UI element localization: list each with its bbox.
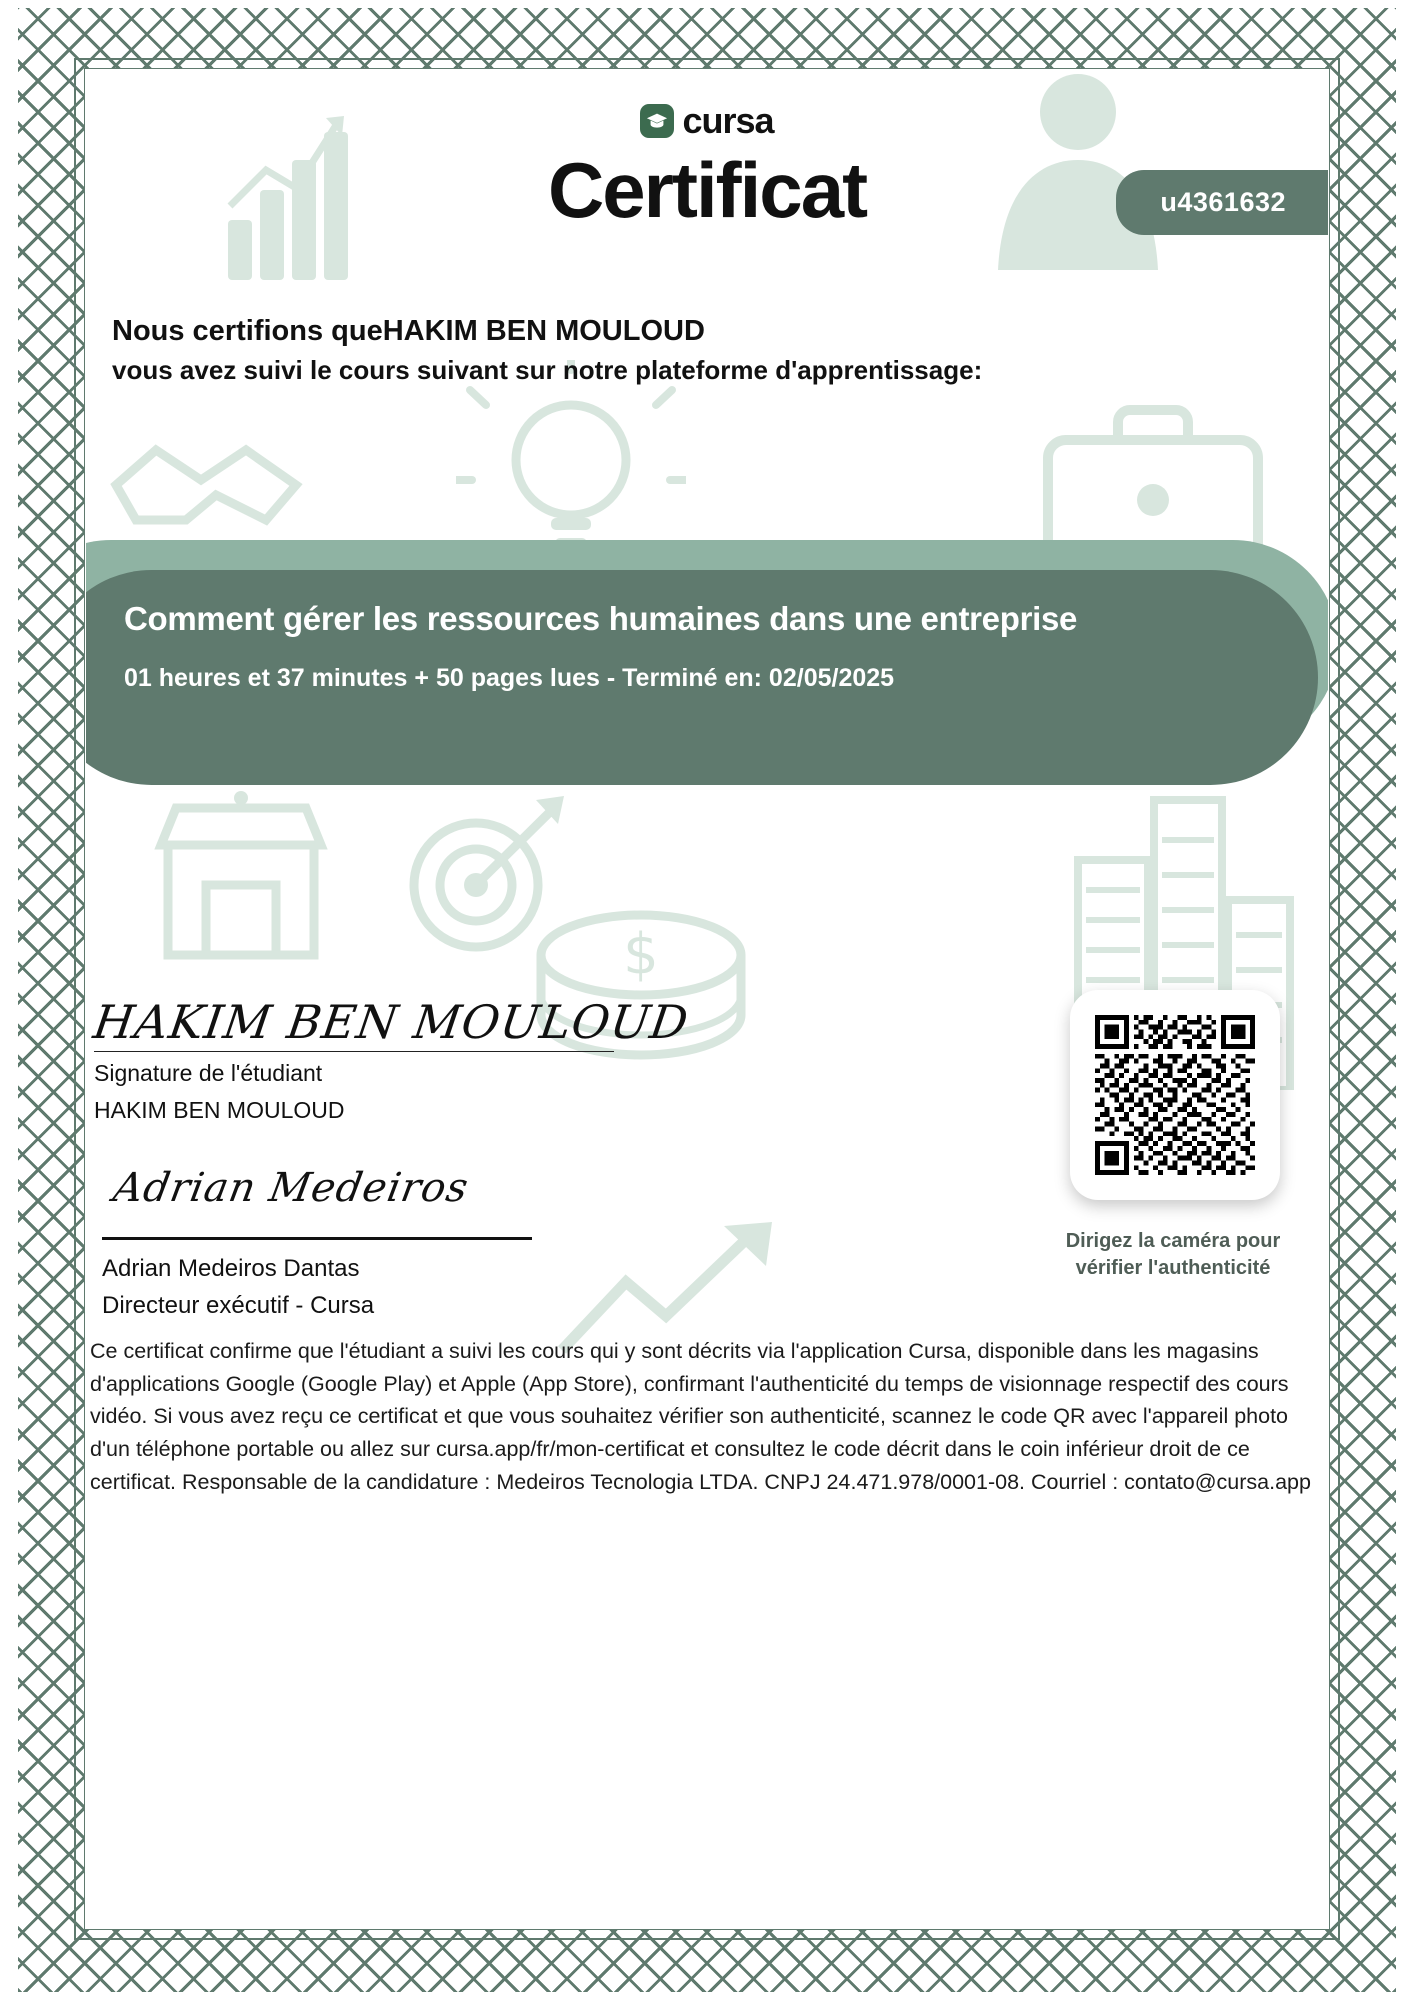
qr-code-card[interactable] (1070, 990, 1280, 1200)
svg-text:$: $ (623, 922, 659, 987)
director-signature-script: Adrian Medeiros (109, 1165, 473, 1211)
certificate-content (86, 70, 1328, 1928)
qr-caption-line-1: Dirigez la caméra pour (1065, 1230, 1281, 1252)
director-name: Adrian Medeiros Dantas (102, 1255, 360, 1282)
student-signature-name: HAKIM BEN MOULOUD (94, 1097, 345, 1124)
director-role: Directeur exécutif - Cursa (102, 1291, 375, 1319)
qr-code-icon[interactable] (1095, 1015, 1255, 1175)
page-title: Certificat (547, 146, 867, 234)
course-name: Comment gérer les ressources humaines dans une entreprise (124, 600, 1078, 637)
graduation-cap-icon (640, 104, 674, 138)
certify-prefix: Nous certifions que (112, 315, 383, 347)
handshake-doodle-icon (106, 425, 306, 545)
certify-block (112, 315, 1302, 386)
certify-line-2: vous avez suivi le cours suivant sur notre plateforme d'apprentissage: (112, 355, 983, 385)
director-signature-block (94, 1165, 734, 1324)
certify-line-1 (112, 315, 1302, 348)
student-signature-block (90, 995, 734, 1126)
qr-caption-line-2: vérifier l'authenticité (1075, 1257, 1271, 1279)
target-doodle-icon (396, 790, 566, 960)
student-signature-role: Signature de l'étudiant (94, 1060, 323, 1086)
shop-doodle-icon (146, 790, 336, 970)
legal-text: Ce certificat confirme que l'étudiant a suivi les cours qui y sont décrits via l'application Cursa, disponible dans les magasins d'applications Google (Google Play) et Apple (App Store), confirmant l'authenticité du temps de visionnage respectif des cours vidéo. Si vous avez reçu ce certificat et que vous souhaitez vérifier son authenticité, scannez le code QR avec l'appareil photo d'un téléphone portable ou allez sur cursa.app/fr/mon-certificat et consultez le code décrit dans le coin inférieur droit de ce certificat. Responsable de la candidature : Medeiros Tecnologia LTDA. CNPJ 24.471.978/0001-08. Courriel : contato@cursa.app (90, 1339, 1311, 1494)
certificate-code-badge: u4361632 (1116, 170, 1328, 235)
brand-name: cursa (682, 100, 774, 141)
student-signature-script: HAKIM BEN MOULOUD (90, 995, 693, 1049)
director-signature-rule (102, 1237, 532, 1240)
course-banner (86, 540, 1328, 795)
qr-caption (1038, 1228, 1308, 1282)
course-meta: 01 heures et 37 minutes + 50 pages lues - Terminé en: 02/05/2025 (124, 664, 895, 692)
student-signature-rule (94, 1051, 614, 1052)
course-banner-text (124, 600, 1278, 693)
student-name: HAKIM BEN MOULOUD (382, 315, 705, 347)
brand-header (86, 100, 1328, 142)
